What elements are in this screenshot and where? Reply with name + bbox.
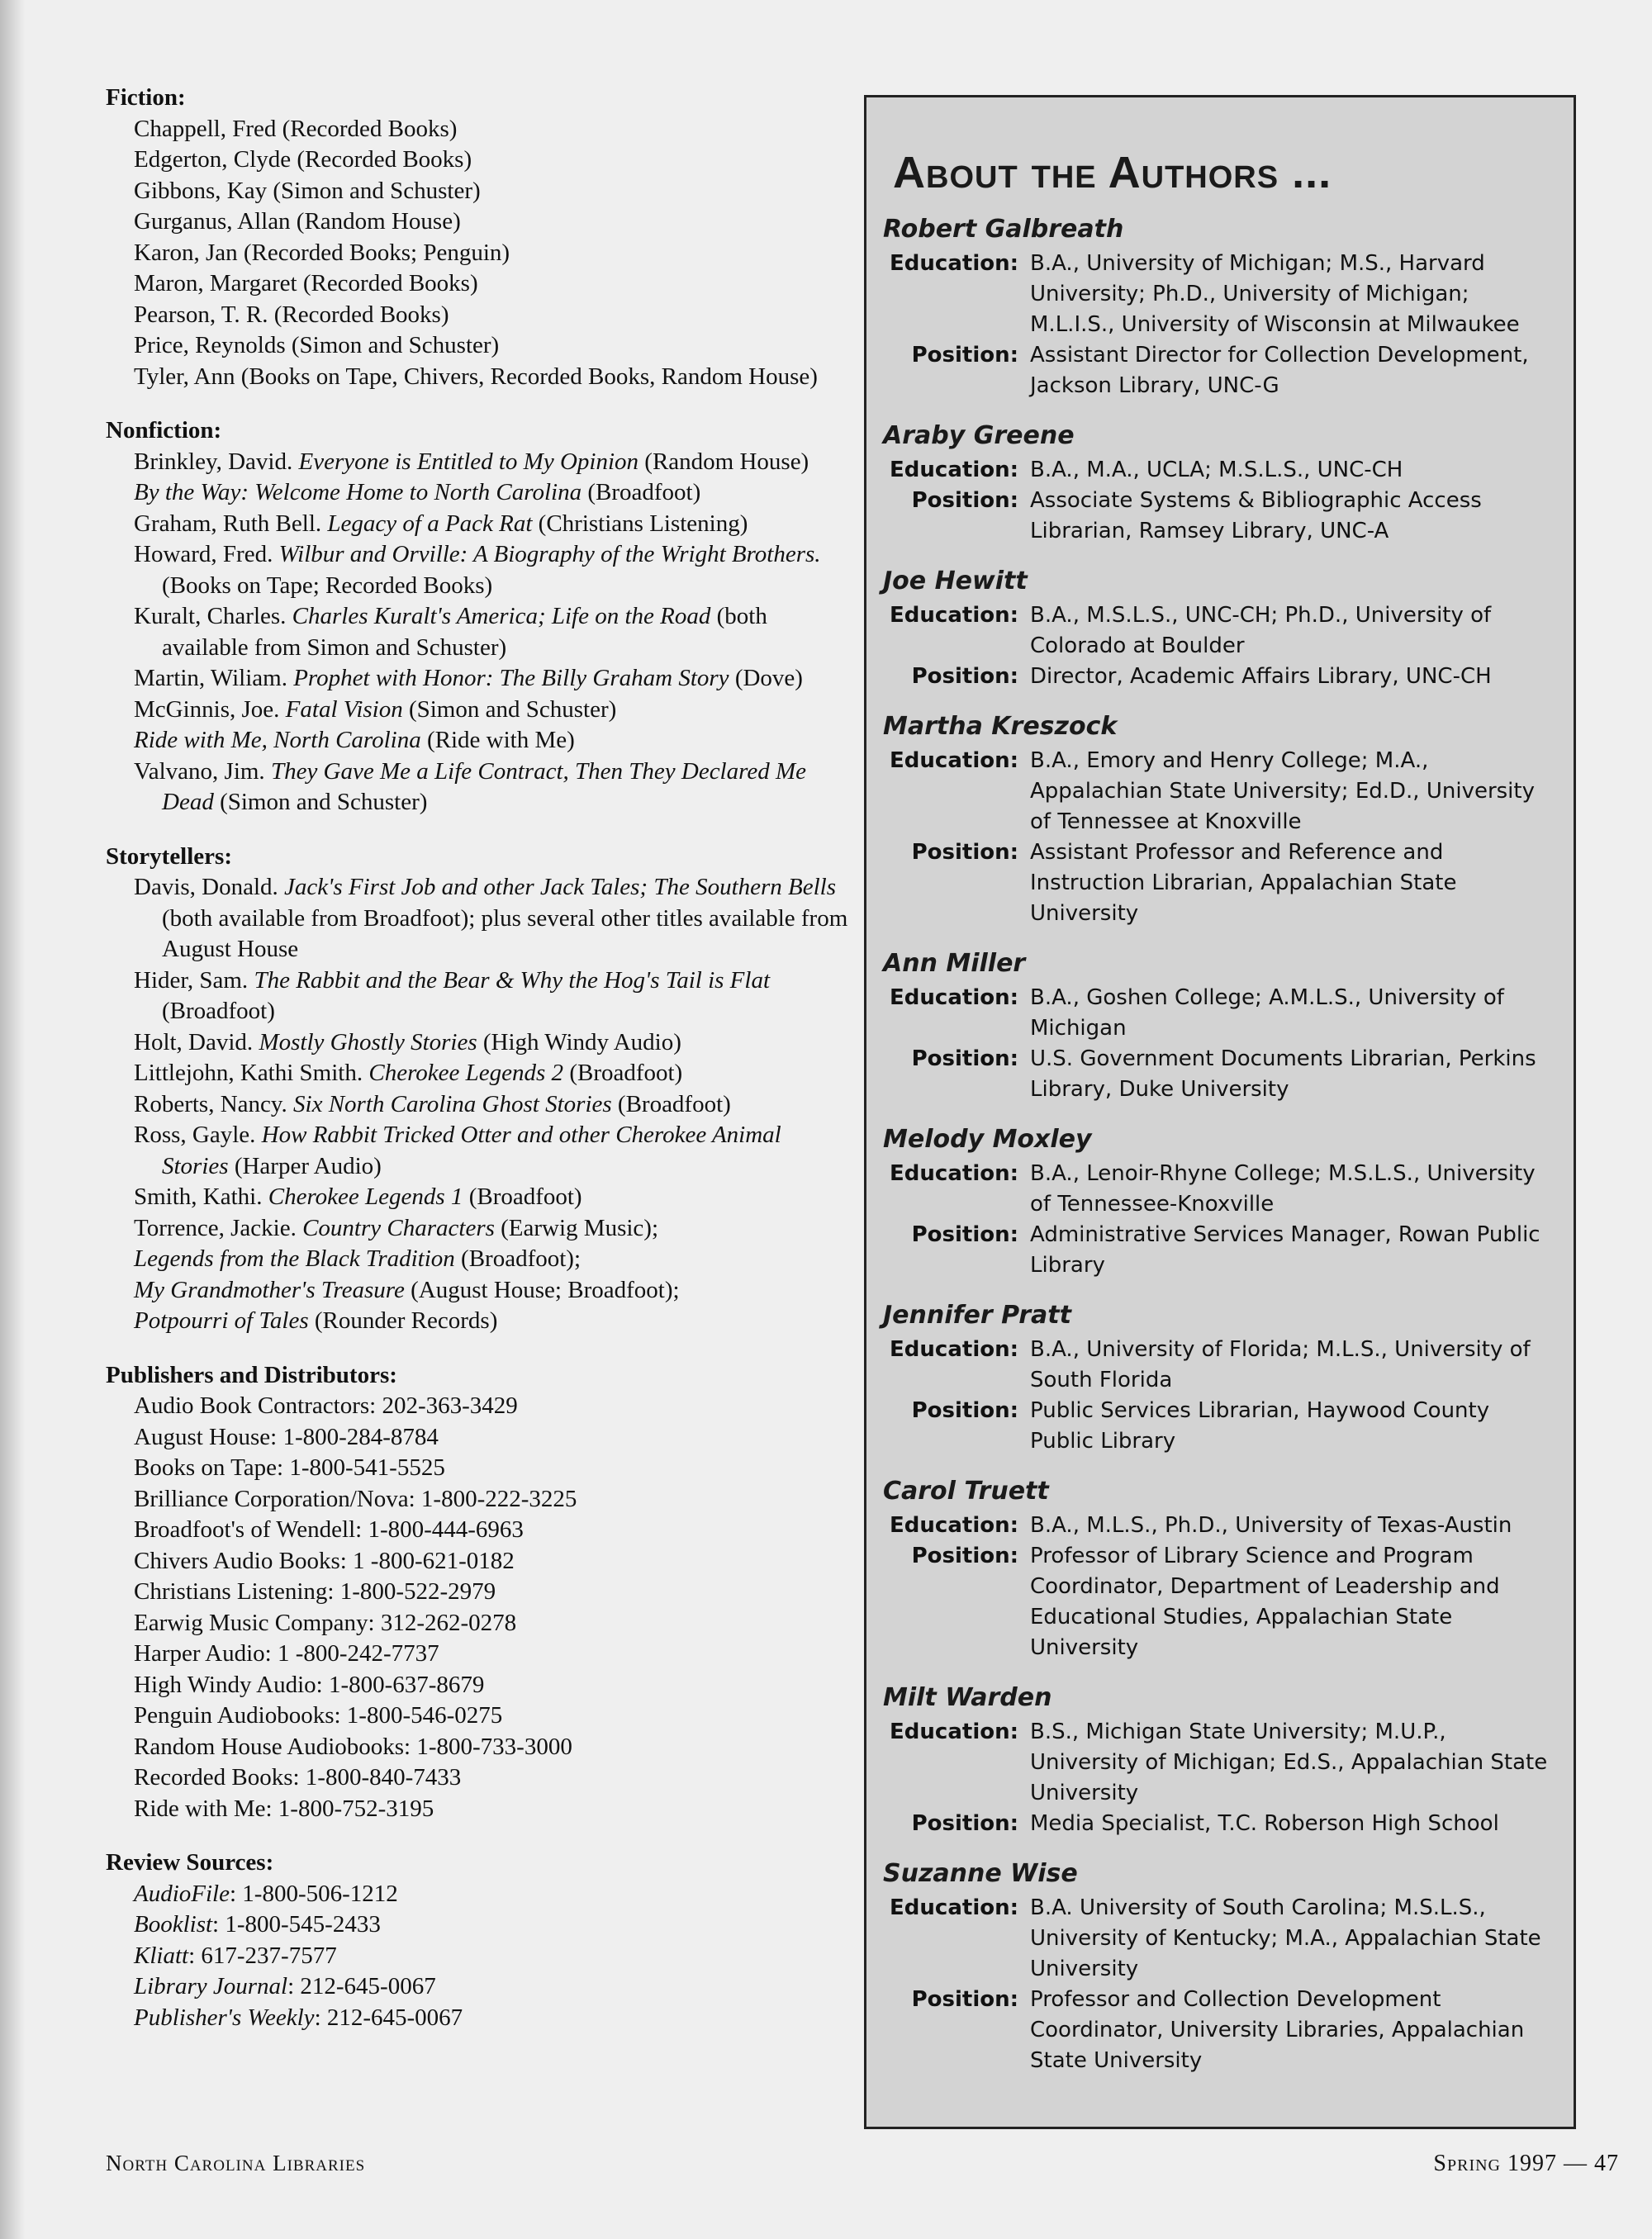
entry-title: Prophet with Honor: The Billy Graham Story	[293, 665, 729, 691]
list-entry: Ride with Me: 1-800-752-3195	[134, 1795, 434, 1822]
entry-detail: (Broadfoot);	[454, 1245, 582, 1272]
entry-title: Kliatt	[134, 1942, 189, 1969]
author-name: Araby Greene	[883, 421, 1075, 450]
entry-author: Martin, Wiliam.	[134, 665, 294, 691]
review-sources-section	[106, 1848, 849, 2033]
position-label: Position:	[911, 1398, 1018, 1423]
entry-detail: (Rounder Records)	[308, 1307, 498, 1334]
storytellers-section	[106, 842, 849, 1337]
list-entry: Gibbons, Kay (Simon and Schuster)	[134, 177, 481, 204]
list-entry	[106, 1058, 849, 1089]
section-heading: Review Sources:	[106, 1849, 274, 1876]
entry-title: The Rabbit and the Bear & Why the Hog's Tail is Flat	[254, 966, 771, 994]
authors-list	[883, 215, 1557, 2076]
entry-author: Hider, Sam.	[134, 966, 254, 994]
author-name: Carol Truett	[883, 1477, 1049, 1506]
entry-title: Legends from the Black Tradition	[134, 1245, 455, 1272]
entry-detail: (Random House)	[638, 448, 809, 475]
list-entry	[106, 757, 849, 818]
position-label: Position:	[911, 1987, 1018, 2012]
education-value: B.A., Lenoir-Rhyne College; M.S.L.S., University of Tennessee-Knoxville	[1030, 1161, 1536, 1217]
author-position-row	[883, 837, 1557, 929]
education-value: B.A., M.L.S., Ph.D., University of Texas-Austin	[1030, 1513, 1512, 1538]
list-entry: Tyler, Ann (Books on Tape, Chivers, Recorded Books, Random House)	[134, 363, 818, 390]
author-position-row	[883, 340, 1557, 401]
position-value: Professor and Collection Development Coordinator, University Libraries, Appalachian State University	[1030, 1987, 1525, 2073]
entry-title: Fatal Vision	[285, 695, 403, 723]
list-entry	[106, 1182, 849, 1213]
list-entry: Chappell, Fred (Recorded Books)	[134, 115, 458, 142]
entry-author: Torrence, Jackie.	[134, 1214, 303, 1241]
entry-title: Jack's First Job and other Jack Tales; The Southern Bells	[284, 874, 837, 900]
entry-title: Cherokee Legends 2	[368, 1060, 564, 1086]
footer-issue-page: Spring 1997 — 47	[1433, 2151, 1619, 2176]
entry-title: Booklist	[134, 1911, 213, 1938]
position-value: Assistant Director for Collection Development, Jackson Library, UNC-G	[1030, 343, 1529, 398]
list-entry	[106, 965, 849, 1027]
list-entry	[106, 725, 849, 757]
author-name: Melody Moxley	[883, 1125, 1092, 1154]
author-name: Suzanne Wise	[883, 1859, 1078, 1888]
entry-list	[106, 114, 849, 393]
author-name: Martha Kreszock	[883, 712, 1118, 741]
list-entry: Penguin Audiobooks: 1-800-546-0275	[134, 1702, 503, 1729]
author-position-row	[883, 1809, 1557, 1839]
author-entry	[883, 567, 1557, 692]
entry-list	[106, 447, 849, 818]
box-title: About the Authors ...	[893, 148, 1332, 197]
author-entry	[883, 421, 1557, 547]
author-name: Jennifer Pratt	[883, 1301, 1071, 1330]
author-entry	[883, 1683, 1557, 1839]
list-entry	[106, 1213, 849, 1245]
entry-detail: : 1-800-545-2433	[212, 1911, 381, 1938]
position-value: Administrative Services Manager, Rowan Public Library	[1030, 1222, 1540, 1278]
author-education-row	[883, 1511, 1557, 1541]
list-entry	[106, 1244, 849, 1275]
author-name: Robert Galbreath	[883, 215, 1124, 244]
list-entry	[106, 1306, 849, 1337]
education-label: Education:	[890, 458, 1018, 482]
position-value: Media Specialist, T.C. Roberson High School	[1030, 1811, 1499, 1836]
entry-author: Roberts, Nancy.	[134, 1090, 294, 1117]
author-entry	[883, 1301, 1557, 1457]
entry-detail: (Broadfoot)	[563, 1060, 683, 1086]
entry-detail: (Broadfoot)	[582, 479, 701, 505]
education-label: Education:	[890, 985, 1018, 1010]
entry-author: Holt, David.	[134, 1028, 259, 1055]
education-value: B.A., Emory and Henry College; M.A., Appalachian State University; Ed.D., University of Tennessee at Knoxville	[1030, 748, 1535, 834]
list-entry: Harper Audio: 1 -800-242-7737	[134, 1640, 439, 1667]
list-entry	[106, 1941, 849, 1972]
entry-detail: (Broadfoot)	[162, 998, 275, 1024]
list-entry: Earwig Music Company: 312-262-0278	[134, 1609, 517, 1636]
author-education-row	[883, 1335, 1557, 1396]
section-heading: Publishers and Distributors:	[106, 1361, 397, 1388]
list-entry	[106, 2003, 849, 2034]
entry-detail: (Books on Tape; Recorded Books)	[162, 572, 493, 599]
entry-author: Smith, Kathi.	[134, 1184, 268, 1210]
position-value: Professor of Library Science and Program Coordinator, Department of Leadership and Educational Studies, Appalachian State University	[1030, 1544, 1500, 1660]
author-name: Ann Miller	[883, 949, 1026, 978]
entry-title: AudioFile	[134, 1880, 230, 1907]
list-entry	[106, 1089, 849, 1121]
entry-detail: (Earwig Music);	[494, 1214, 659, 1241]
list-entry	[106, 539, 849, 601]
list-entry	[106, 447, 849, 478]
entry-title: How Rabbit Tricked Otter and other Cherokee Animal Stories	[162, 1122, 781, 1179]
position-label: Position:	[911, 1544, 1018, 1568]
education-label: Education:	[890, 748, 1018, 773]
entry-detail: (Simon and Schuster)	[213, 789, 428, 815]
entry-list	[106, 1391, 849, 1824]
list-entry: Christians Listening: 1-800-522-2979	[134, 1578, 496, 1605]
nonfiction-section	[106, 415, 849, 818]
position-label: Position:	[911, 1811, 1018, 1836]
list-entry	[106, 601, 849, 663]
entry-title: Six North Carolina Ghost Stories	[293, 1090, 612, 1117]
author-position-row	[883, 1541, 1557, 1663]
entry-detail: (Christians Listening)	[532, 510, 748, 537]
entry-list	[106, 1879, 849, 2034]
entry-detail: (both available from Simon and Schuster)	[162, 603, 767, 661]
entry-title: My Grandmother's Treasure	[134, 1276, 405, 1303]
list-entry: Pearson, T. R. (Recorded Books)	[134, 301, 449, 328]
entry-title: Legacy of a Pack Rat	[327, 510, 533, 537]
list-entry: Price, Reynolds (Simon and Schuster)	[134, 332, 500, 358]
list-entry	[106, 1971, 849, 2003]
entry-title: Wilbur and Orville: A Biography of the Wright Brothers.	[278, 541, 821, 567]
education-value: B.A., M.A., UCLA; M.S.L.S., UNC-CH	[1030, 458, 1403, 482]
entry-author: Brinkley, David.	[134, 448, 299, 475]
entry-detail: (Harper Audio)	[228, 1152, 382, 1179]
author-education-row	[883, 1717, 1557, 1809]
education-label: Education:	[890, 1161, 1018, 1186]
entry-title: Mostly Ghostly Stories	[259, 1028, 477, 1055]
entry-list	[106, 872, 849, 1337]
author-position-row	[883, 1396, 1557, 1457]
entry-detail: (August House; Broadfoot);	[404, 1276, 680, 1303]
author-education-row	[883, 983, 1557, 1044]
section-heading: Fiction:	[106, 84, 186, 111]
education-label: Education:	[890, 1895, 1018, 1920]
position-label: Position:	[911, 488, 1018, 513]
author-education-row	[883, 1893, 1557, 1985]
list-entry	[106, 1909, 849, 1941]
list-entry: Random House Audiobooks: 1-800-733-3000	[134, 1733, 572, 1760]
entry-detail: (Simon and Schuster)	[402, 695, 617, 723]
page-gutter-shadow	[0, 0, 25, 2239]
list-entry	[106, 872, 849, 965]
education-value: B.A. University of South Carolina; M.S.L.S., University of Kentucky; M.A., Appalachian State University	[1030, 1895, 1541, 1981]
entry-detail: (Broadfoot)	[611, 1090, 731, 1117]
entry-detail: (High Windy Audio)	[477, 1028, 681, 1055]
entry-title: Charles Kuralt's America; Life on the Road	[292, 603, 711, 629]
position-label: Position:	[911, 343, 1018, 368]
entry-author: McGinnis, Joe.	[134, 695, 286, 723]
list-entry	[106, 695, 849, 726]
entry-detail: : 617-237-7577	[188, 1942, 337, 1969]
entry-detail: (both available from Broadfoot); plus several other titles available from August House	[162, 904, 848, 962]
entry-title: Everyone is Entitled to My Opinion	[298, 448, 639, 475]
list-entry: Edgerton, Clyde (Recorded Books)	[134, 146, 472, 173]
list-entry: Karon, Jan (Recorded Books; Penguin)	[134, 239, 510, 266]
fiction-section	[106, 83, 849, 392]
position-value: Associate Systems & Bibliographic Access Librarian, Ramsey Library, UNC-A	[1030, 488, 1482, 543]
entry-author: Howard, Fred.	[134, 541, 279, 567]
list-entry	[106, 1027, 849, 1059]
position-label: Position:	[911, 1046, 1018, 1071]
author-education-row	[883, 249, 1557, 340]
author-entry	[883, 949, 1557, 1105]
list-entry	[106, 663, 849, 695]
education-label: Education:	[890, 1337, 1018, 1362]
education-label: Education:	[890, 251, 1018, 276]
position-value: Public Services Librarian, Haywood County Public Library	[1030, 1398, 1490, 1454]
list-entry: Recorded Books: 1-800-840-7433	[134, 1764, 462, 1791]
author-name: Milt Warden	[883, 1683, 1052, 1712]
list-entry: Broadfoot's of Wendell: 1-800-444-6963	[134, 1516, 524, 1543]
entry-title: By the Way: Welcome Home to North Carolina	[134, 479, 582, 505]
footer-publication-name: North Carolina Libraries	[106, 2151, 366, 2175]
list-entry: Chivers Audio Books: 1 -800-621-0182	[134, 1547, 515, 1574]
author-entry	[883, 1477, 1557, 1663]
education-label: Education:	[890, 1513, 1018, 1538]
entry-title: Potpourri of Tales	[134, 1307, 309, 1334]
author-entry	[883, 1125, 1557, 1281]
education-value: B.A., University of Florida; M.L.S., University of South Florida	[1030, 1337, 1531, 1392]
entry-author: Ross, Gayle.	[134, 1122, 262, 1148]
about-the-authors-box	[864, 95, 1576, 2129]
author-position-row	[883, 1220, 1557, 1281]
author-education-row	[883, 1159, 1557, 1220]
author-name: Joe Hewitt	[883, 567, 1028, 595]
list-entry: High Windy Audio: 1-800-637-8679	[134, 1671, 485, 1698]
entry-detail: : 212-645-0067	[314, 2004, 463, 2031]
education-value: B.S., Michigan State University; M.U.P., University of Michigan; Ed.S., Appalachian State University	[1030, 1720, 1548, 1805]
position-label: Position:	[911, 840, 1018, 865]
list-entry	[106, 477, 849, 509]
entry-title: They Gave Me a Life Contract, Then They Declared Me Dead	[162, 757, 806, 815]
entry-author: Littlejohn, Kathi Smith.	[134, 1060, 369, 1086]
author-education-row	[883, 600, 1557, 662]
education-value: B.A., M.S.L.S., UNC-CH; Ph.D., University of Colorado at Boulder	[1030, 603, 1492, 658]
author-entry	[883, 712, 1557, 929]
position-label: Position:	[911, 1222, 1018, 1247]
entry-author: Graham, Ruth Bell.	[134, 510, 328, 537]
resource-list-column	[106, 83, 849, 2056]
entry-title: Cherokee Legends 1	[268, 1184, 463, 1210]
education-value: B.A., Goshen College; A.M.L.S., University of Michigan	[1030, 985, 1504, 1041]
author-position-row	[883, 662, 1557, 692]
entry-detail: : 1-800-506-1212	[229, 1880, 398, 1907]
author-position-row	[883, 1985, 1557, 2076]
entry-detail: (Dove)	[729, 665, 803, 691]
entry-title: Ride with Me, North Carolina	[134, 727, 421, 753]
section-heading: Storytellers:	[106, 842, 232, 870]
entry-title: Country Characters	[302, 1214, 495, 1241]
section-heading: Nonfiction:	[106, 417, 222, 444]
entry-detail: (Broadfoot)	[463, 1184, 582, 1210]
list-entry	[106, 509, 849, 540]
list-entry: August House: 1-800-284-8784	[134, 1423, 439, 1450]
author-education-row	[883, 746, 1557, 837]
author-entry	[883, 1859, 1557, 2076]
entry-title: Library Journal	[134, 1973, 288, 1999]
position-value: Assistant Professor and Reference and Instruction Librarian, Appalachian State University	[1030, 840, 1457, 926]
education-label: Education:	[890, 1720, 1018, 1744]
entry-detail: : 212-645-0067	[287, 1973, 436, 1999]
author-position-row	[883, 1044, 1557, 1105]
position-value: U.S. Government Documents Librarian, Perkins Library, Duke University	[1030, 1046, 1536, 1102]
list-entry: Audio Book Contractors: 202-363-3429	[134, 1392, 518, 1419]
list-entry	[106, 1879, 849, 1910]
education-value: B.A., University of Michigan; M.S., Harvard University; Ph.D., University of Michigan; M.L.I.S., University of Wisconsin at Milwaukee	[1030, 251, 1520, 337]
list-entry: Brilliance Corporation/Nova: 1-800-222-3225	[134, 1485, 577, 1512]
list-entry: Gurganus, Allan (Random House)	[134, 208, 461, 235]
publishers-section	[106, 1360, 849, 1825]
entry-author: Valvano, Jim.	[134, 757, 271, 785]
entry-title: Publisher's Weekly	[134, 2004, 315, 2031]
entry-author: Kuralt, Charles.	[134, 603, 292, 629]
author-education-row	[883, 455, 1557, 486]
position-label: Position:	[911, 664, 1018, 689]
list-entry: Books on Tape: 1-800-541-5525	[134, 1454, 445, 1481]
author-position-row	[883, 486, 1557, 547]
list-entry: Maron, Margaret (Recorded Books)	[134, 270, 478, 296]
entry-author: Davis, Donald.	[134, 874, 285, 900]
list-entry	[106, 1120, 849, 1182]
entry-detail: (Ride with Me)	[420, 727, 575, 753]
position-value: Director, Academic Affairs Library, UNC-CH	[1030, 664, 1492, 689]
education-label: Education:	[890, 603, 1018, 628]
list-entry	[106, 1275, 849, 1307]
author-entry	[883, 215, 1557, 401]
